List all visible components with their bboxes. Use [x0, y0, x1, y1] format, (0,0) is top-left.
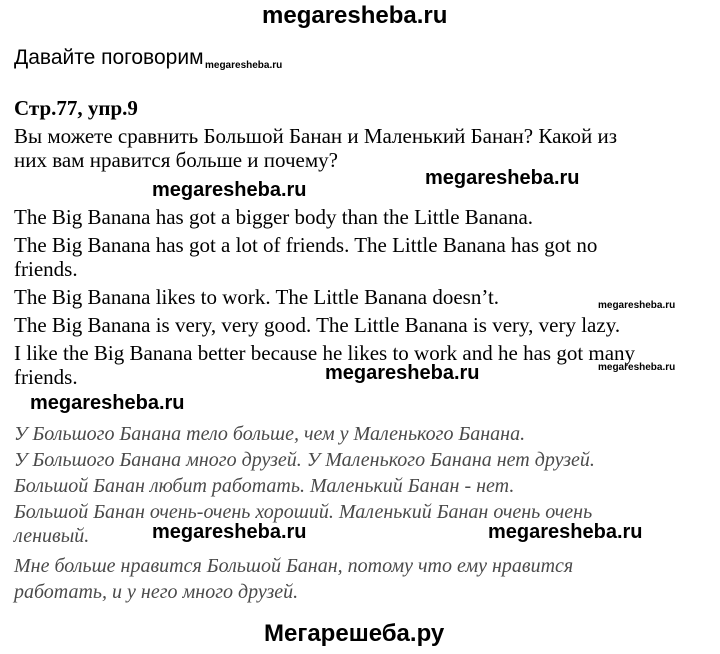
translation-line: У Большого Банана много друзей. У Маленького Банана нет друзей.: [14, 449, 595, 471]
translation-line: У Большого Банана тело больше, чем у Маленького Банана.: [14, 423, 526, 445]
answer-line: The Big Banana has got a bigger body than the Little Banana.: [14, 205, 534, 229]
translation-line: Мне больше нравится Большой Банан, потому что ему нравится: [14, 555, 574, 577]
answer-line: friends.: [14, 257, 78, 281]
translation-line: работать, и у него много друзей.: [14, 581, 299, 603]
watermark: megaresheba.ru: [152, 521, 307, 543]
question-line: Вы можете сравнить Большой Банан и Маленький Банан? Какой из: [14, 124, 618, 148]
translation-line: Большой Банан очень-очень хороший. Маленький Банан очень очень: [14, 501, 593, 523]
answer-line: The Big Banana has got a lot of friends. The Little Banana has got no: [14, 233, 598, 257]
watermark: megaresheba.ru: [30, 392, 185, 414]
footer-watermark: Мегарешеба.ру: [264, 620, 445, 647]
watermark: megaresheba.ru: [425, 167, 580, 189]
answer-line: I like the Big Banana better because he likes to work and he has got many: [14, 341, 636, 365]
watermark: megaresheba.ru: [598, 300, 676, 311]
question-line: них вам нравится больше и почему?: [14, 148, 338, 172]
watermark: megaresheba.ru: [152, 179, 307, 201]
watermark: megaresheba.ru: [488, 521, 643, 543]
exercise-ref: Стр.77, упр.9: [14, 96, 138, 120]
watermark: megaresheba.ru: [598, 362, 676, 373]
answer-line: The Big Banana likes to work. The Little Banana doesn’t.: [14, 285, 500, 309]
answer-line: The Big Banana is very, very good. The Little Banana is very, very lazy.: [14, 313, 621, 337]
answer-line: friends.: [14, 365, 78, 389]
translation-line: ленивый.: [14, 525, 90, 547]
header-watermark: megaresheba.ru: [262, 2, 448, 29]
watermark: megaresheba.ru: [325, 362, 480, 384]
intro-text: Давайте поговорим: [14, 46, 204, 69]
intro-watermark: megaresheba.ru: [205, 60, 283, 71]
translation-line: Большой Банан любит работать. Маленький Банан - нет.: [14, 475, 515, 497]
